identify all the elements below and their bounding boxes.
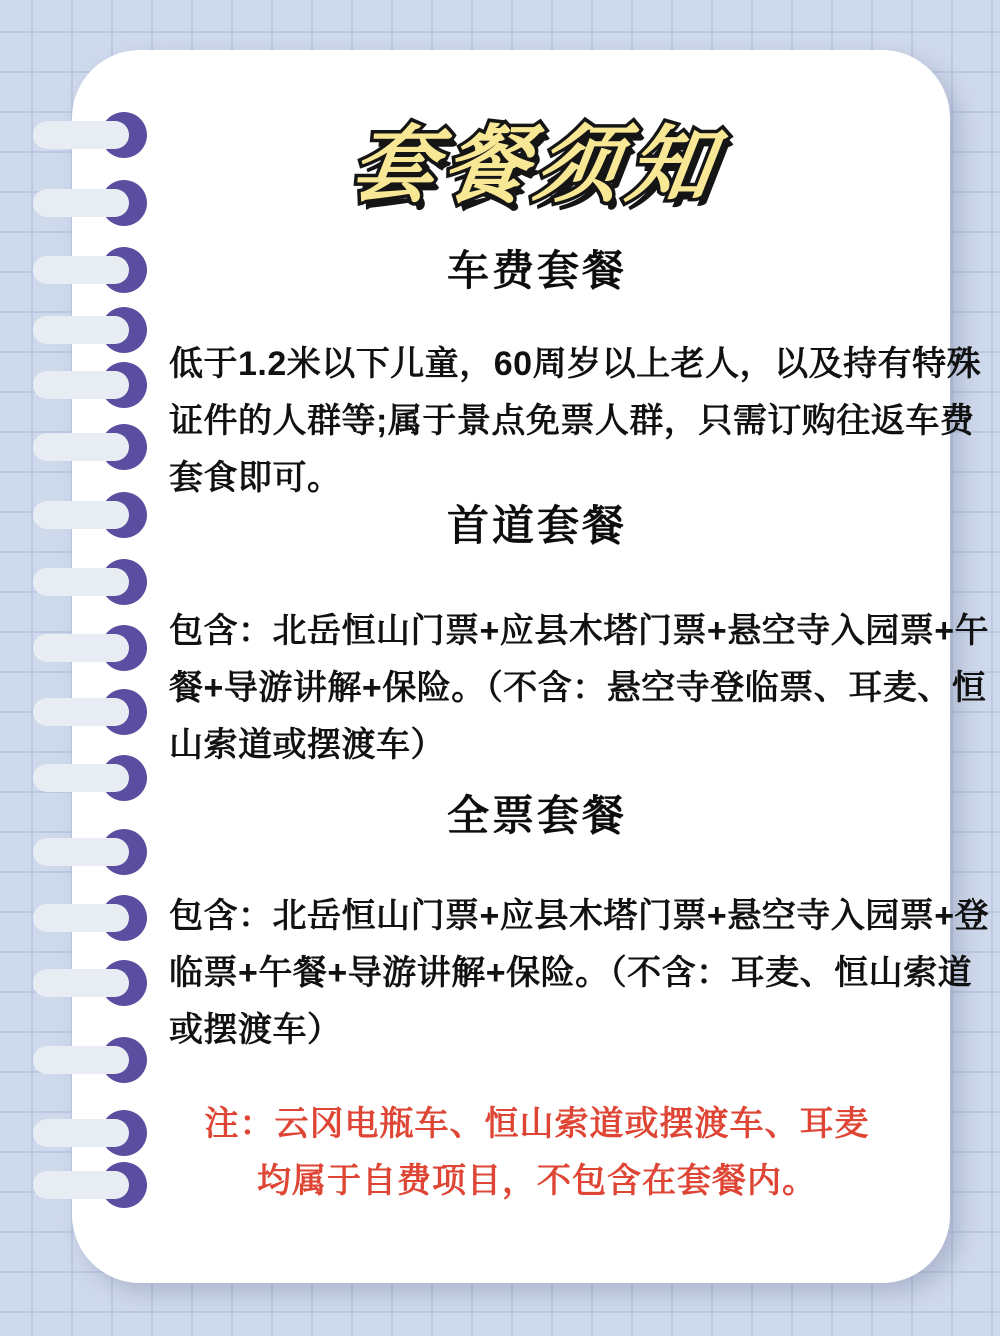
body-line: 包含：北岳恒山门票+应县木塔门票+悬空寺入园票+午: [169, 612, 990, 650]
ring-tab: [33, 371, 129, 399]
section-title-full-ticket: 全票套餐: [446, 792, 627, 839]
ring-tab: [33, 904, 129, 932]
ring-tab: [33, 969, 129, 997]
ring-tab: [33, 568, 129, 596]
self-pay-note: [167, 1096, 907, 1210]
body-line: 或摆渡车）: [169, 1011, 342, 1049]
body-line: 证件的人群等;属于景点免票人群，只需订购往返车费: [169, 402, 975, 440]
section-title-first-pass: 首道套餐: [446, 502, 627, 549]
section-body-full-ticket: [169, 888, 990, 1059]
ring-tab: [33, 838, 129, 866]
body-line: 临票+午餐+导游讲解+保险。（不含：耳麦、恒山索道: [169, 954, 973, 992]
body-line: 餐+导游讲解+保险。（不含：悬空寺登临票、耳麦、恒: [169, 669, 987, 707]
ring-tab: [33, 433, 129, 461]
card-content: [167, 50, 990, 1283]
ring-tab: [33, 189, 129, 217]
ring-tab: [33, 316, 129, 344]
page-title: 套餐须知: [345, 118, 727, 212]
ring-tab: [33, 256, 129, 284]
body-line: 低于1.2米以下儿童，60周岁以上老人，以及持有特殊: [169, 345, 982, 383]
section-body-first-pass: [169, 603, 990, 774]
body-line: 山索道或摆渡车）: [169, 726, 445, 764]
section-body-bus-fee: [169, 336, 982, 507]
ring-tab: [33, 121, 129, 149]
ring-tab: [33, 1171, 129, 1199]
ring-tab: [33, 501, 129, 529]
body-line: 套食即可。: [169, 459, 342, 497]
note-line: 注：云冈电瓶车、恒山索道或摆渡车、耳麦: [204, 1105, 870, 1143]
ring-tab: [33, 764, 129, 792]
notebook-card: [72, 50, 990, 1283]
section-title-bus-fee: 车费套餐: [446, 247, 627, 294]
ring-tab: [33, 698, 129, 726]
body-line: 包含：北岳恒山门票+应县木塔门票+悬空寺入园票+登: [169, 897, 990, 935]
ring-tab: [33, 1119, 129, 1147]
note-line: 均属于自费项目，不包含在套餐内。: [257, 1162, 817, 1200]
ring-tab: [33, 1046, 129, 1074]
ring-tab: [33, 634, 129, 662]
